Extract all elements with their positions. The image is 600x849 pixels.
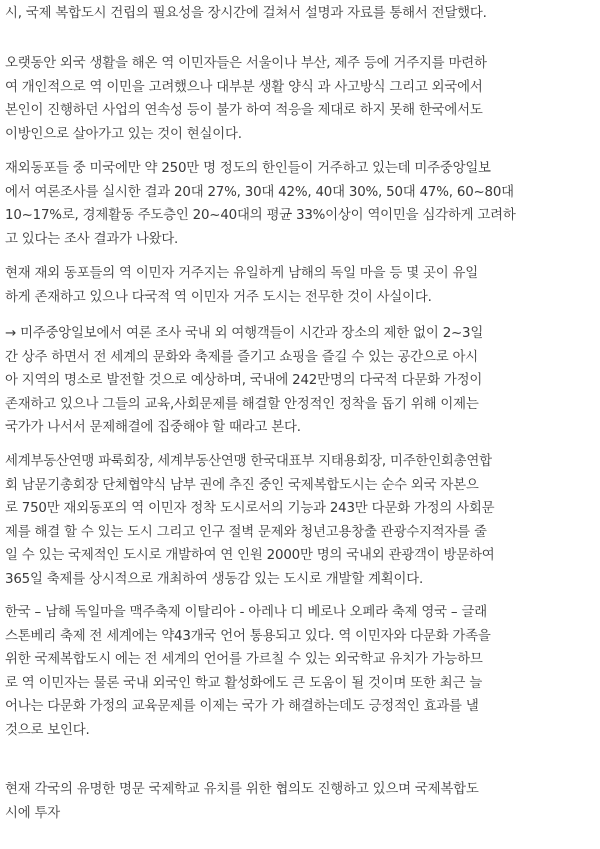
text-line: 재외동포들 중 미국에만 약 250만 명 정도의 한인들이 거주하고 있는데 미주중앙일보 [5,161,491,176]
text-line: 본인이 진행하던 사업의 연속성 등이 불가 하여 적응을 제대로 하지 못해 한국에서도 [5,103,483,118]
text-line: 고 있다는 조사 결과가 나왔다. [5,231,179,247]
text-line: 회 남문기총회장 단체협약식 남부 권에 추진 중인 국제복합도시는 순수 외국 자본으 [5,477,479,493]
paragraph-schools [5,778,479,825]
paragraph-survey [5,157,516,251]
text-line: 10~17%로, 경제활동 주도층인 20~40대의 평균 33%이상이 역이민을 심각하게 고려하 [5,208,516,223]
text-line: 스톤베리 축제 전 세계에는 약43개국 언어 통용되고 있다. 역 이민자와 다문화 가족을 [5,628,491,644]
paragraph-agreement [5,450,495,591]
text-line: 세계부동산연맹 파룩회장, 세계부동산연맹 한국대표부 지태용회장, 미주한인회총연합 [5,454,492,469]
text-line: 위한 국제복합도시 에는 전 세계의 언어를 가르칠 수 있는 외국학교 유치가 가능하므 [5,652,483,667]
text-line: → 미주중앙일보에서 여론 조사 국내 외 여행객들이 시간과 장소의 제한 없이 2~3일 [5,326,484,341]
text-line: 일 수 있는 국제적인 도시로 개발하여 연 인원 2000만 명의 국내외 관광객이 방문하여 [5,548,495,563]
text-line: 시에 투자 [5,805,60,821]
text-line: 이방인으로 살아가고 있는 것이 현실이다. [5,126,242,142]
text-line: 365일 축제를 상시적으로 개최하여 생동감 있는 도시로 개발할 계획이다. [5,571,424,587]
paragraph-arrow-note [5,322,483,440]
paragraph-returnees [5,52,487,146]
text-line: 하게 존재하고 있으나 다국적 역 이민자 거주 도시는 전무한 것이 사실이다. [5,289,432,305]
paragraph-residences [5,262,478,309]
paragraph-intro-end [5,2,487,26]
text-line: 것으로 보인다. [5,722,90,738]
text-line: 현재 재외 동포들의 역 이민자 거주지는 유일하게 남해의 독일 마을 등 몇 곳이 유일 [5,266,478,281]
text-line: 로 750만 재외동포의 역 이민자 정착 도시로서의 기능과 243만 다문화 가정의 사회문 [5,501,495,516]
text-line: 한국 – 남해 독일마을 맥주축제 이탈리아 - 아레나 디 베로나 오페라 축제 영국 – 글래 [5,605,487,620]
text-line: 오랫동안 외국 생활을 해온 역 이민자들은 서울이나 부산, 제주 등에 거주지를 마련하 [5,56,487,71]
text-line: 국가가 나서서 문제해결에 집중해야 할 때라고 본다. [5,420,301,435]
text-line: 어나는 다문화 가정의 교육문제를 이제는 국가 가 해결하는데도 긍정적인 효과를 낼 [5,699,479,714]
text-line: 간 상주 하면서 전 세계의 문화와 축제를 즐기고 쇼핑을 즐길 수 있는 공간으로 아시 [5,349,478,365]
text-line: 시, 국제 복합도시 건립의 필요성을 장시간에 걸쳐서 설명과 자료를 통해서 전달했다. [5,6,487,21]
text-line: 아 지역의 명소로 발전할 것으로 예상하며, 국내에 242만명의 다국적 다문화 가정이 [5,373,483,388]
text-line: 여 개인적으로 역 이민을 고려했으나 대부분 생활 양식 과 사고방식 그리고 외국에서 [5,79,483,95]
text-line: 존재하고 있으나 그들의 교육,사회문제를 해결할 안정적인 정착을 돕기 위해 이제는 [5,396,479,412]
paragraph-festivals [5,601,491,742]
text-line: 로 역 이민자는 물론 국내 외국인 학교 활성화에도 큰 도움이 될 것이며 또한 최근 늘 [5,675,483,691]
text-line: 에서 여론조사를 실시한 결과 20대 27%, 30대 42%, 40대 30%, 50대 47%, 60~80대 [5,184,514,200]
text-line: 제를 해결 할 수 있는 도시 그리고 인구 절벽 문제와 청년고용창출 관광수지적자를 줄 [5,524,487,540]
text-line: 현재 각국의 유명한 명문 국제학교 유치를 위한 협의도 진행하고 있으며 국제복합도 [5,782,479,797]
